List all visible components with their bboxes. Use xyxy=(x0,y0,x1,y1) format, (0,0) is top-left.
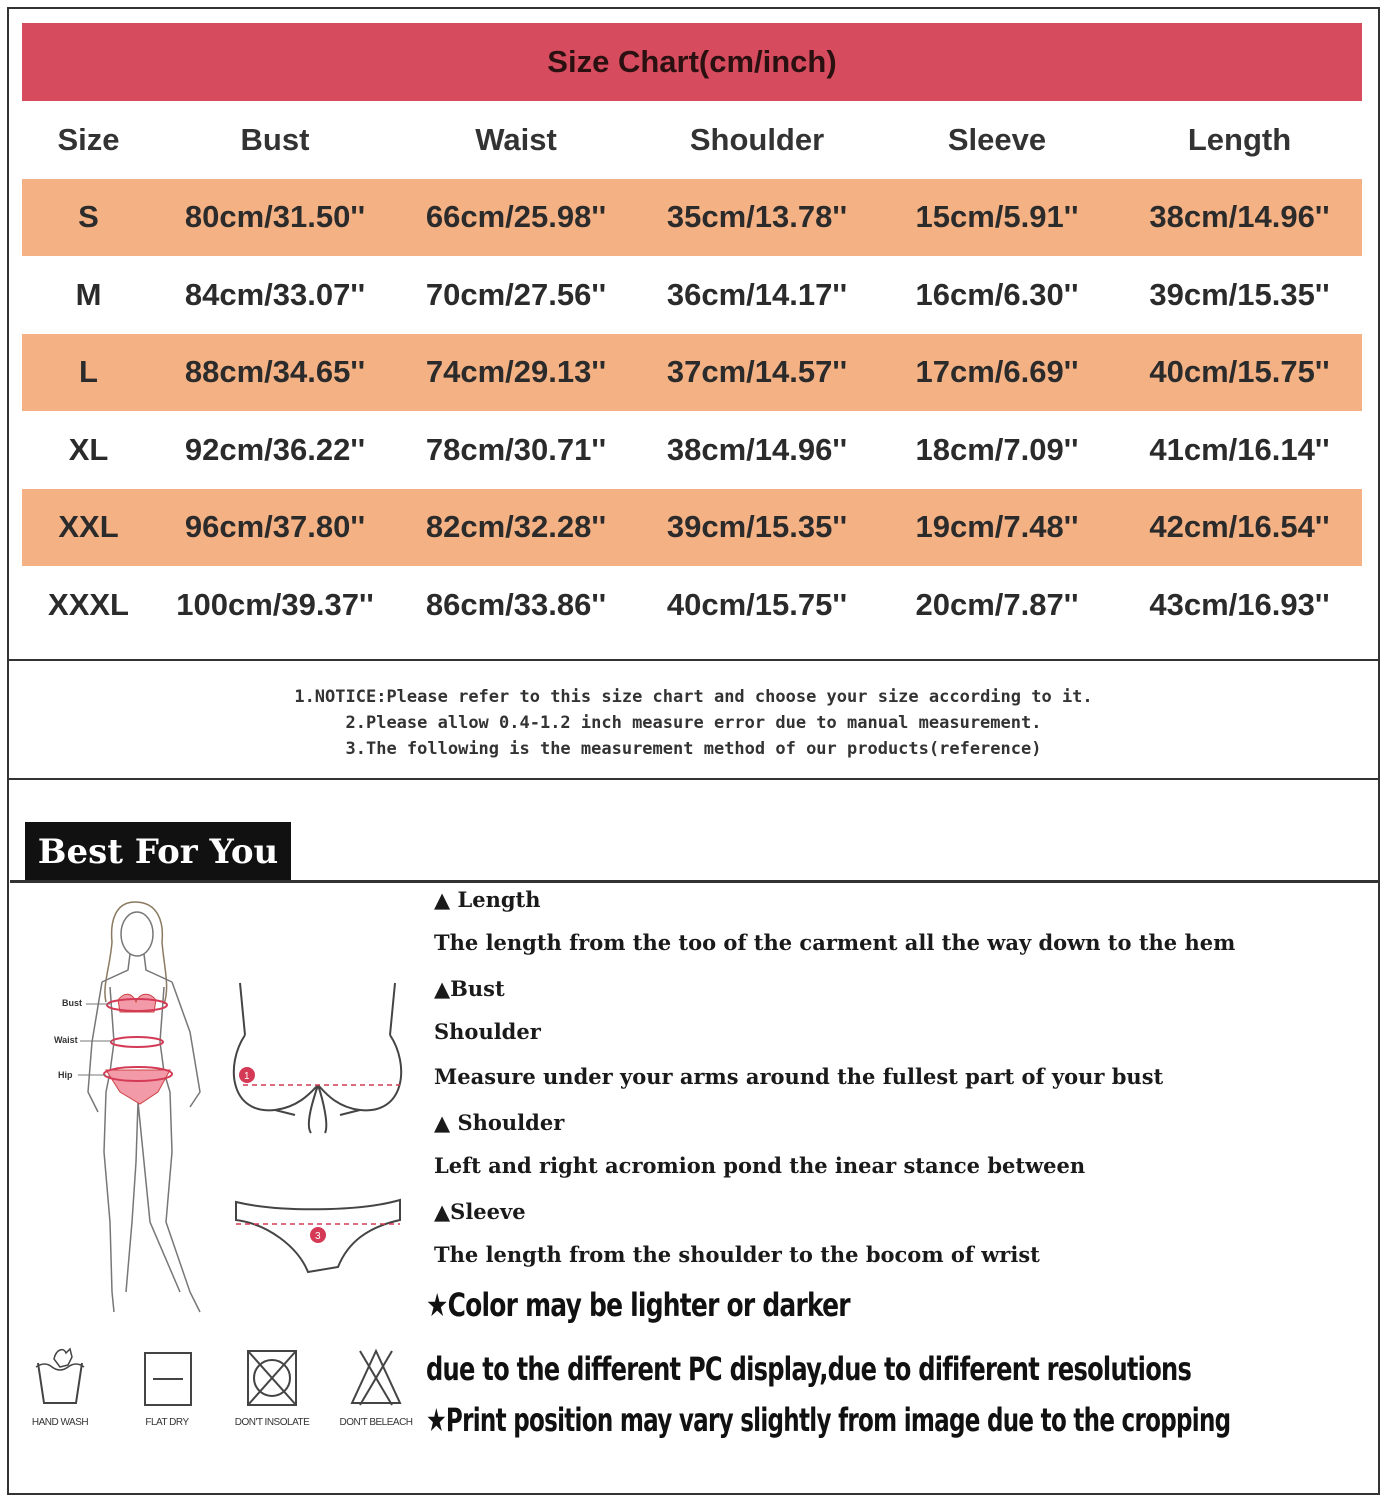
figure-label-hip: Hip xyxy=(58,1070,73,1080)
table-cell: 20cm/7.87'' xyxy=(915,586,1079,622)
table-cell: 88cm/34.65'' xyxy=(184,354,366,390)
header-bust: Bust xyxy=(240,121,310,157)
care-hand-wash xyxy=(22,1345,98,1428)
header-size: Size xyxy=(57,121,120,157)
section-divider xyxy=(7,659,1380,661)
notice-line: 3.The following is the measurement method of our products(reference) xyxy=(345,739,1042,759)
table-cell: 42cm/16.54'' xyxy=(1149,509,1330,545)
dont-insolate-icon xyxy=(242,1345,302,1409)
table-cell: 82cm/32.28'' xyxy=(425,509,607,545)
table-row xyxy=(22,179,1362,257)
info-text-sleeve: The length from the shoulder to the bocom of wrist xyxy=(434,1242,1040,1267)
bikini-top-diagram xyxy=(225,975,415,1140)
table-cell: 96cm/37.80'' xyxy=(184,509,366,545)
table-cell: 84cm/33.07'' xyxy=(184,276,366,312)
header-waist: Waist xyxy=(475,121,557,157)
care-label: DON'T INSOLATE xyxy=(234,1417,310,1428)
figure-label-waist: Waist xyxy=(54,1035,78,1045)
table-cell: 40cm/15.75'' xyxy=(1149,354,1330,390)
table-cell: 19cm/7.48'' xyxy=(915,509,1079,545)
table-cell: XXL xyxy=(58,509,119,545)
table-cell: 66cm/25.98'' xyxy=(425,199,607,235)
table-row xyxy=(22,334,1362,412)
table-cell: 15cm/5.91'' xyxy=(915,199,1079,235)
table-cell: 40cm/15.75'' xyxy=(666,586,848,622)
table-cell: 41cm/16.14'' xyxy=(1149,431,1330,467)
care-label: DON'T BELEACH xyxy=(339,1417,413,1428)
table-cell: 43cm/16.93'' xyxy=(1149,586,1330,622)
care-dont-bleach xyxy=(336,1345,416,1428)
table-cell: 16cm/6.30'' xyxy=(915,276,1079,312)
display-notice: due to the different PC display,due to dififerent resolutions xyxy=(426,1350,1192,1388)
table-cell: 78cm/30.71'' xyxy=(425,431,607,467)
table-cell: S xyxy=(78,199,99,235)
care-flat-dry xyxy=(130,1345,204,1428)
svg-text:3: 3 xyxy=(315,1231,321,1242)
section-divider xyxy=(7,778,1380,780)
table-cell: 80cm/31.50'' xyxy=(184,199,366,235)
table-cell: 86cm/33.86'' xyxy=(425,586,607,622)
figure-label-bust: Bust xyxy=(62,998,82,1008)
notice-line: 2.Please allow 0.4-1.2 inch measure error due to manual measurement. xyxy=(345,713,1042,733)
header-length: Length xyxy=(1187,121,1292,157)
table-row xyxy=(22,411,1362,489)
info-text-shoulder: Shoulder xyxy=(434,1019,541,1044)
table-row xyxy=(22,566,1362,644)
table-cell: 18cm/7.09'' xyxy=(915,431,1079,467)
table-cell: XL xyxy=(68,431,109,467)
dont-bleach-icon xyxy=(346,1345,406,1409)
hand-wash-icon xyxy=(30,1345,90,1409)
table-cell: 17cm/6.69'' xyxy=(915,354,1079,390)
size-chart-table xyxy=(22,23,1362,644)
table-cell: 38cm/14.96'' xyxy=(666,431,848,467)
care-label: FLAT DRY xyxy=(145,1417,189,1428)
color-notice: ★Color may be lighter or darker xyxy=(426,1286,850,1324)
notice-line: 1.NOTICE:Please refer to this size chart and choose your size according to it. xyxy=(294,687,1093,707)
care-dont-insolate xyxy=(230,1345,314,1428)
best-for-you-title: Best For You xyxy=(25,822,291,882)
notice-block xyxy=(7,684,1380,762)
table-cell: 37cm/14.57'' xyxy=(666,354,848,390)
bikini-bottom-diagram xyxy=(228,1192,408,1282)
header-shoulder: Shoulder xyxy=(689,121,825,157)
table-cell: 70cm/27.56'' xyxy=(425,276,607,312)
table-row xyxy=(22,256,1362,334)
size-chart-title: Size Chart(cm/inch) xyxy=(22,23,1362,101)
best-for-you-rule xyxy=(10,880,1378,883)
table-cell: 39cm/15.35'' xyxy=(1149,276,1330,312)
table-cell: 39cm/15.35'' xyxy=(666,509,848,545)
header-sleeve: Sleeve xyxy=(947,121,1047,157)
svg-text:1: 1 xyxy=(244,1071,250,1082)
care-label: HAND WASH xyxy=(31,1417,89,1428)
table-cell: 100cm/39.37'' xyxy=(176,586,374,622)
table-cell: 36cm/14.17'' xyxy=(666,276,848,312)
table-cell: 38cm/14.96'' xyxy=(1149,199,1330,235)
table-cell: L xyxy=(79,354,98,390)
info-heading-shoulder: ▲ Shoulder xyxy=(434,1110,565,1135)
table-cell: XXXL xyxy=(48,586,129,622)
print-notice: ★Print position may vary slightly from image due to the cropping xyxy=(426,1401,1231,1439)
info-heading-bust: ▲Bust xyxy=(434,976,505,1001)
model-figure-illustration xyxy=(40,892,230,1332)
info-heading-length: ▲ Length xyxy=(434,887,541,912)
info-text-bust: Measure under your arms around the fullest part of your bust xyxy=(434,1064,1164,1089)
table-row xyxy=(22,489,1362,567)
table-cell: 35cm/13.78'' xyxy=(666,199,848,235)
table-cell: 74cm/29.13'' xyxy=(425,354,607,390)
info-text-acromion: Left and right acromion pond the inear stance between xyxy=(434,1153,1086,1178)
info-heading-sleeve: ▲Sleeve xyxy=(434,1199,526,1224)
table-cell: M xyxy=(75,276,102,312)
table-cell: 92cm/36.22'' xyxy=(184,431,366,467)
table-header-row xyxy=(22,101,1362,179)
info-text-length: The length from the too of the carment all the way down to the hem xyxy=(434,930,1236,955)
flat-dry-icon xyxy=(137,1345,197,1409)
